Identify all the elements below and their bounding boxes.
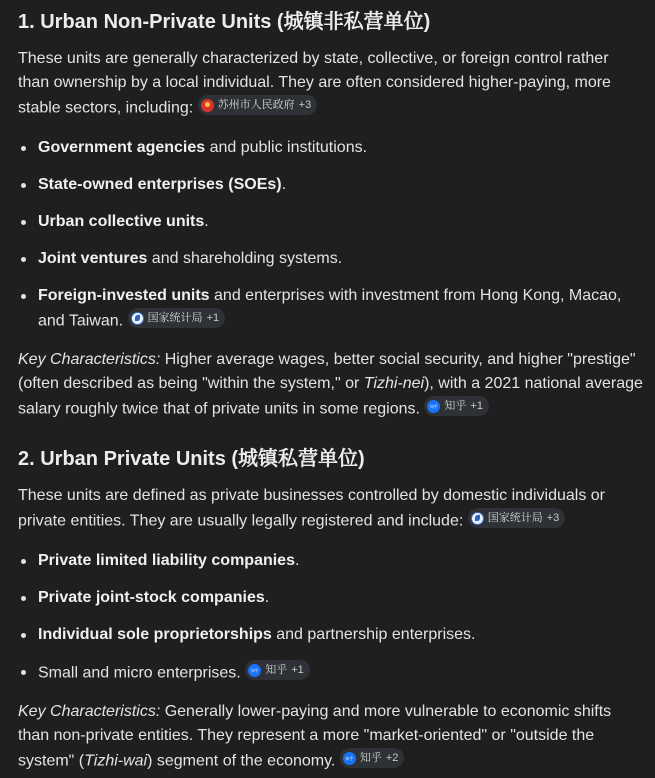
section-1-key-characteristics: Key Characteristics: Higher average wages, better social security, and higher "prestige" (often described as being "within the system," or Tizhi-nei), with a 2021 national average salary roughly twice that of private units in some regions. 知乎 知乎 +1 [18,348,643,422]
list-item: State-owned enterprises (SOEs). [18,173,643,197]
section-2-heading: 2. Urban Private Units (城镇私营单位) [18,448,365,470]
zhihu-icon [343,752,356,765]
section-2-intro: These units are defined as private businesses controlled by domestic individuals or private entities. They are usually legally registered and include: 国家统计局 +3 [18,487,605,530]
zhihu-icon [248,664,261,677]
list-item: Joint ventures and shareholding systems. [18,247,643,271]
citation-chip-stats-bureau[interactable]: 国家统计局 +3 [468,508,566,528]
section-1-heading: 1. Urban Non-Private Units (城镇非私营单位) [18,11,431,33]
stats-bureau-icon [131,312,144,325]
citation-chip-zhihu[interactable]: 知乎 知乎 +1 [245,660,310,680]
list-item: Foreign-invested units and enterprises with investment from Hong Kong, Macao, and Taiwan. 国家统计局 +1 [18,284,643,334]
government-emblem-icon [201,99,214,112]
section-2-key-characteristics: Key Characteristics: Generally lower-paying and more vulnerable to economic shifts than non-private entities. They represent a more "market-oriented" or "outside the system" (Tizhi-wai) segment of the economy. 知乎 知乎 +2 [18,700,643,774]
list-item: Private joint-stock companies. [18,586,643,610]
stats-bureau-icon [471,512,484,525]
zhihu-icon [427,400,440,413]
citation-chip-zhihu[interactable]: 知乎 知乎 +1 [424,396,489,416]
citation-chip-zhihu[interactable]: 知乎 知乎 +2 [340,748,405,768]
list-item: Small and micro enterprises. 知乎 知乎 +1 [18,660,643,686]
list-item: Individual sole proprietorships and partnership enterprises. [18,623,643,647]
citation-chip-suzhou-gov[interactable]: 苏州市人民政府 +3 [198,95,318,115]
citation-chip-stats-bureau[interactable]: 国家统计局 +1 [128,308,226,328]
list-item: Urban collective units. [18,210,643,234]
section-1-intro: These units are generally characterized by state, collective, or foreign control rather than ownership by a local individual. They are often considered higher-paying, more stable sectors, including: 苏州市人民政府 +3 [18,50,611,117]
list-item: Government agencies and public institutions. [18,136,643,160]
list-item: Private limited liability companies. [18,549,643,573]
